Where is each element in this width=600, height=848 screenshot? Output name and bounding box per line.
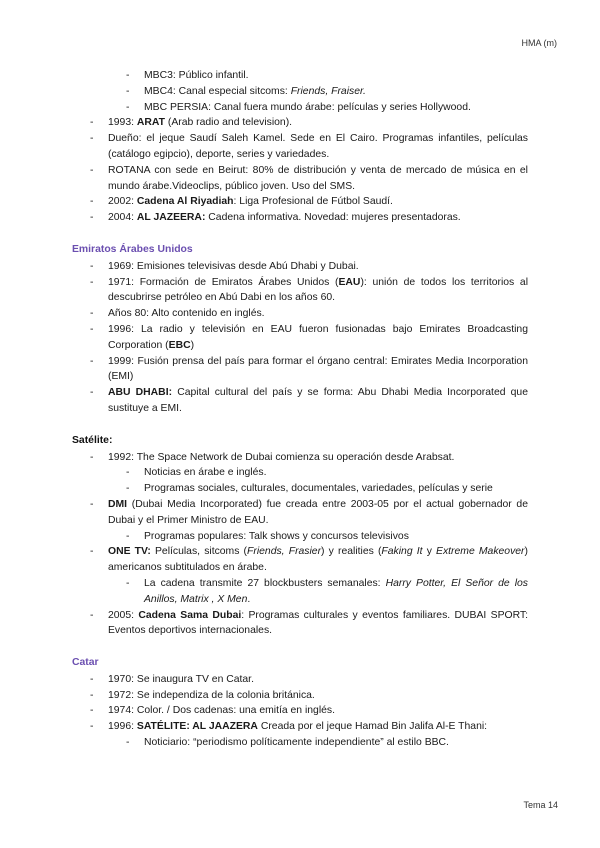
list-item: - 1974: Color. / Dos cadenas: una emitía en inglés.: [72, 703, 528, 719]
list-item: - MBC4: Canal especial sitcoms: Friends, Fraiser.: [72, 84, 528, 100]
list-item: - Programas sociales, culturales, documentales, variedades, películas y serie: [72, 481, 528, 497]
list-item: - 1992: The Space Network de Dubai comienza su operación desde Arabsat.: [72, 450, 528, 466]
list-item: - MBC PERSIA: Canal fuera mundo árabe: películas y series Hollywood.: [72, 100, 528, 116]
list-item: - 1971: Formación de Emiratos Árabes Unidos (EAU): unión de todos los territorios al descubrirse petróleo en Abú Dabi en los años 60.: [72, 275, 528, 307]
list-item: - 2004: AL JAZEERA: Cadena informativa. Novedad: mujeres presentadoras.: [72, 210, 528, 226]
section-heading-eau: Emiratos Árabes Unidos: [72, 243, 193, 255]
list-item: - 1969: Emisiones televisivas desde Abú Dhabi y Dubai.: [72, 259, 528, 275]
list-item: - Dueño: el jeque Saudí Saleh Kamel. Sede en El Cairo. Programas infantiles, películas (catálogo egipcio), deporte, series y variedades.: [72, 131, 528, 163]
list-item: - MBC3: Público infantil.: [72, 68, 528, 84]
section-heading-satelite: Satélite:: [72, 434, 113, 446]
list-item: - ONE TV: Películas, sitcoms (Friends, Frasier) y realities (Faking It y Extreme Makeover) americanos subtitulados en árabe.: [72, 544, 528, 576]
list-item: - La cadena transmite 27 blockbusters semanales: Harry Potter, El Señor de los Anillos, Matrix , X Men.: [72, 576, 528, 608]
list-item: - Noticias en árabe e inglés.: [72, 465, 528, 481]
list-item: - 1996: La radio y televisión en EAU fueron fusionadas bajo Emirates Broadcasting Corporation (EBC): [72, 322, 528, 354]
list-item: - ABU DHABI: Capital cultural del país y se forma: Abu Dhabi Media Incorporated que sustituye a EMI.: [72, 385, 528, 417]
list-item: - ROTANA con sede en Beirut: 80% de distribución y venta de mercado de música en el mundo árabe.Videoclips, público joven. Uso del SMS.: [72, 163, 528, 195]
list-item: - 2005: Cadena Sama Dubai: Programas culturales y eventos familiares. DUBAI SPORT: Eventos deportivos internacionales.: [72, 608, 528, 640]
list-item: - 1993: ARAT (Arab radio and television).: [72, 115, 528, 131]
list-item: - Noticiario: “periodismo políticamente independiente” al estilo BBC.: [72, 735, 528, 751]
list-item: - 1970: Se inaugura TV en Catar.: [72, 672, 528, 688]
list-item: - 2002: Cadena Al Riyadiah: Liga Profesional de Fútbol Saudí.: [72, 194, 528, 210]
document-body: [72, 68, 528, 751]
list-item: - Años 80: Alto contenido en inglés.: [72, 306, 528, 322]
list-item: - DMI (Dubai Media Incorporated) fue creada entre 2003-05 por el actual gobernador de Dubai y el Primer Ministro de EAU.: [72, 497, 528, 529]
list-item: - Programas populares: Talk shows y concursos televisivos: [72, 529, 528, 545]
list-item: - 1996: SATÉLITE: AL JAAZERA Creada por el jeque Hamad Bin Jalifa Al-E Thani:: [72, 719, 528, 735]
list-item: - 1999: Fusión prensa del país para formar el órgano central: Emirates Media Incorporation (EMI): [72, 354, 528, 386]
section-heading-catar: Catar: [72, 657, 99, 669]
list-item: - 1972: Se independiza de la colonia británica.: [72, 688, 528, 704]
page-footer: Tema 14: [523, 800, 558, 810]
page-header: HMA (m): [521, 38, 557, 48]
